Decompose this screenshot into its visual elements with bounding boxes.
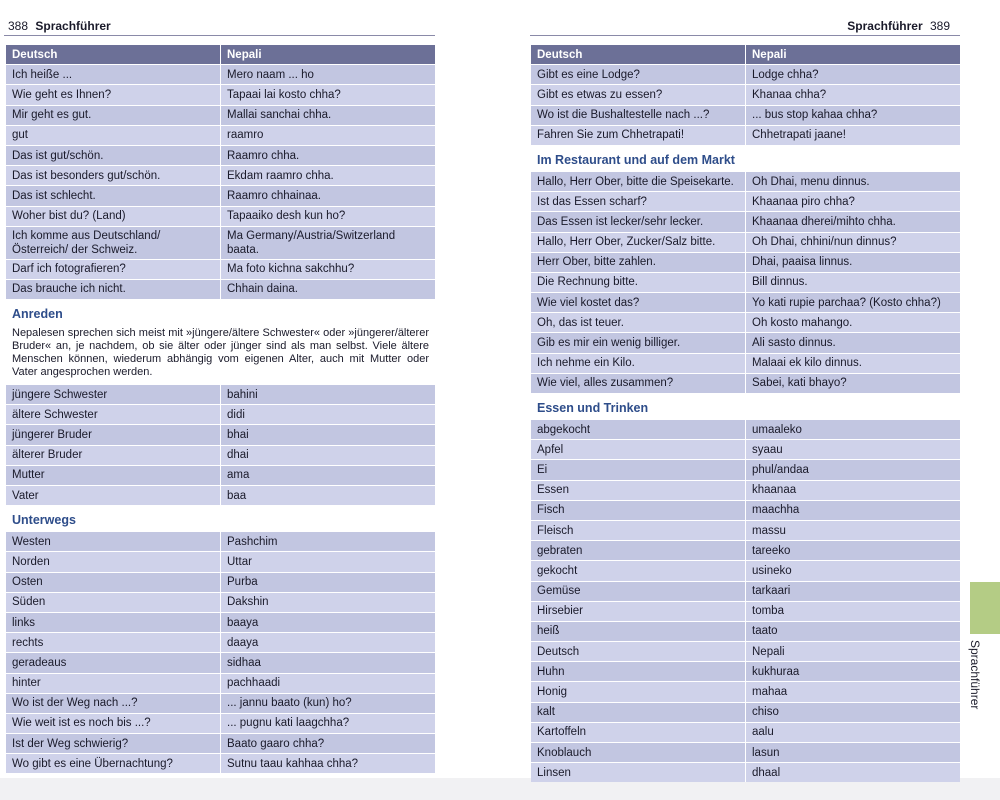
phrase-nepali: raamro xyxy=(221,126,435,145)
phrase-german: Herr Ober, bitte zahlen. xyxy=(531,253,746,272)
phrase-german: Hirsebier xyxy=(531,602,746,621)
phrase-nepali: dhai xyxy=(221,446,435,465)
phrase-nepali: dhaal xyxy=(746,763,960,782)
phrase-german: gekocht xyxy=(531,561,746,580)
phrase-german: Fleisch xyxy=(531,521,746,540)
table-row xyxy=(6,385,435,404)
phrase-nepali: Khaanaa dherei/mihto chha. xyxy=(746,212,960,231)
phrase-nepali: khaanaa xyxy=(746,481,960,500)
phrase-german: Vater xyxy=(6,486,221,505)
restaurant-table xyxy=(531,171,960,394)
phrase-nepali: Sabei, kati bhayo? xyxy=(746,374,960,393)
table-row xyxy=(6,573,435,592)
phrase-german: älterer Bruder xyxy=(6,446,221,465)
phrase-nepali: mahaa xyxy=(746,682,960,701)
phrase-nepali: tarkaari xyxy=(746,582,960,601)
table-row xyxy=(6,714,435,733)
table-row xyxy=(6,260,435,279)
phrase-nepali: Ali sasto dinnus. xyxy=(746,333,960,352)
table-header xyxy=(531,45,960,64)
table-row xyxy=(6,106,435,125)
table-row xyxy=(6,85,435,104)
phrase-nepali: baaya xyxy=(221,613,435,632)
side-label: Sprachführer xyxy=(968,640,982,710)
phrase-nepali: Mallai sanchai chha. xyxy=(221,106,435,125)
table-row xyxy=(531,440,960,459)
phrase-german: Osten xyxy=(6,573,221,592)
table-row xyxy=(6,425,435,444)
table-row xyxy=(531,233,960,252)
phrase-german: Wo ist die Bushaltestelle nach ...? xyxy=(531,106,746,125)
phrase-nepali: umaaleko xyxy=(746,420,960,439)
phrase-german: Wie viel kostet das? xyxy=(531,293,746,312)
col-header-deutsch: Deutsch xyxy=(531,45,746,64)
phrase-german: Gibt es eine Lodge? xyxy=(531,65,746,84)
page-header-left xyxy=(4,18,111,34)
phrase-nepali: ... pugnu kati laagchha? xyxy=(221,714,435,733)
page-number: 388 xyxy=(8,19,29,33)
left-column xyxy=(6,44,435,774)
phrase-german: Ei xyxy=(531,460,746,479)
phrase-nepali: Mero naam ... ho xyxy=(221,65,435,84)
table-row xyxy=(531,106,960,125)
phrase-german: Gemüse xyxy=(531,582,746,601)
phrase-german: Das Essen ist lecker/sehr lecker. xyxy=(531,212,746,231)
table-row xyxy=(531,313,960,332)
essen-table xyxy=(531,419,960,783)
table-row xyxy=(531,582,960,601)
phrase-german: Ich heiße ... xyxy=(6,65,221,84)
phrase-german: Das brauche ich nicht. xyxy=(6,280,221,299)
table-row xyxy=(531,723,960,742)
phrase-nepali: Dhai, paaisa linnus. xyxy=(746,253,960,272)
table-row xyxy=(6,754,435,773)
phrase-nepali: Raamro chha. xyxy=(221,146,435,165)
phrase-nepali: usineko xyxy=(746,561,960,580)
table-row xyxy=(6,186,435,205)
table-row xyxy=(531,192,960,211)
phrase-german: Mir geht es gut. xyxy=(6,106,221,125)
table-row xyxy=(531,374,960,393)
phrase-german: gebraten xyxy=(531,541,746,560)
table-row xyxy=(6,280,435,299)
phrase-nepali: Nepali xyxy=(746,642,960,661)
phrase-nepali: taato xyxy=(746,622,960,641)
table-row xyxy=(531,172,960,191)
phrase-german: links xyxy=(6,613,221,632)
phrase-german: Das ist schlecht. xyxy=(6,186,221,205)
phrase-german: Ich nehme ein Kilo. xyxy=(531,354,746,373)
phrase-nepali: Ekdam raamro chha. xyxy=(221,166,435,185)
table-row xyxy=(531,126,960,145)
table-row xyxy=(6,674,435,693)
table-row xyxy=(531,354,960,373)
phrase-nepali: pachhaadi xyxy=(221,674,435,693)
table-row xyxy=(531,420,960,439)
phrase-german: kalt xyxy=(531,703,746,722)
phrase-nepali: Purba xyxy=(221,573,435,592)
section-title-essen: Essen und Trinken xyxy=(537,401,649,415)
table-row xyxy=(6,146,435,165)
table-row xyxy=(531,541,960,560)
phrase-german: Huhn xyxy=(531,662,746,681)
phrase-nepali: syaau xyxy=(746,440,960,459)
phrase-nepali: Oh Dhai, chhini/nun dinnus? xyxy=(746,233,960,252)
right-column xyxy=(531,44,960,783)
section-title-unterwegs: Unterwegs xyxy=(12,513,76,528)
phrase-nepali: Baato gaaro chha? xyxy=(221,734,435,753)
phrase-nepali: Bill dinnus. xyxy=(746,273,960,292)
phrase-german: Hallo, Herr Ober, Zucker/Salz bitte. xyxy=(531,233,746,252)
phrase-nepali: Dakshin xyxy=(221,593,435,612)
phrase-german: jüngerer Bruder xyxy=(6,425,221,444)
phrase-german: rechts xyxy=(6,633,221,652)
table-row xyxy=(531,662,960,681)
table-row xyxy=(531,602,960,621)
phrase-nepali: daaya xyxy=(221,633,435,652)
table-row xyxy=(6,694,435,713)
table-row xyxy=(531,703,960,722)
phrase-german: Norden xyxy=(6,552,221,571)
table-row xyxy=(6,207,435,226)
table-row xyxy=(6,446,435,465)
page-title: Sprachführer xyxy=(847,19,923,33)
phrase-german: Apfel xyxy=(531,440,746,459)
table-row xyxy=(531,65,960,84)
table-row xyxy=(531,293,960,312)
phrase-nepali: sidhaa xyxy=(221,653,435,672)
table-row xyxy=(6,593,435,612)
table-row xyxy=(531,642,960,661)
phrase-nepali: phul/andaa xyxy=(746,460,960,479)
phrase-nepali: kukhuraa xyxy=(746,662,960,681)
phrase-nepali: Uttar xyxy=(221,552,435,571)
header-rule xyxy=(530,35,960,36)
col-header-nepali: Nepali xyxy=(746,45,960,64)
table-row xyxy=(531,85,960,104)
phrase-nepali: chiso xyxy=(746,703,960,722)
phrase-german: Wie viel, alles zusammen? xyxy=(531,374,746,393)
phrase-german: gut xyxy=(6,126,221,145)
phrase-nepali: tomba xyxy=(746,602,960,621)
phrase-nepali: Yo kati rupie parchaa? (Kosto chha?) xyxy=(746,293,960,312)
anreden-note: Nepalesen sprechen sich meist mit »jüngere/ältere Schwester« oder »jüngerer/älterer Bruder« an, je nachdem, ob sie älter oder jünger sind als man selbst. Viele ältere Menschen können, wiederum abhängig vom eigenen Alter, auch mit Mutter oder Vater angesprochen werden. xyxy=(12,327,429,379)
page-title: Sprachführer xyxy=(35,19,111,33)
phrase-table xyxy=(531,44,960,146)
phrase-german: Mutter xyxy=(6,466,221,485)
phrase-nepali: Lodge chha? xyxy=(746,65,960,84)
phrase-nepali: bahini xyxy=(221,385,435,404)
phrase-nepali: baa xyxy=(221,486,435,505)
phrase-nepali: bhai xyxy=(221,425,435,444)
phrase-nepali: Sutnu taau kahhaa chha? xyxy=(221,754,435,773)
phrase-nepali: Ma foto kichna sakchhu? xyxy=(221,260,435,279)
phrase-german: Gibt es etwas zu essen? xyxy=(531,85,746,104)
phrase-german: Essen xyxy=(531,481,746,500)
phrase-nepali: Khanaa chha? xyxy=(746,85,960,104)
phrase-nepali: ama xyxy=(221,466,435,485)
table-row xyxy=(531,561,960,580)
table-row xyxy=(6,532,435,551)
table-row xyxy=(6,734,435,753)
phrase-nepali: Oh kosto mahango. xyxy=(746,313,960,332)
table-row xyxy=(6,166,435,185)
phrase-german: Westen xyxy=(6,532,221,551)
phrase-german: Ist das Essen scharf? xyxy=(531,192,746,211)
phrase-nepali: aalu xyxy=(746,723,960,742)
table-header xyxy=(6,45,435,64)
phrase-german: Linsen xyxy=(531,763,746,782)
table-row xyxy=(531,333,960,352)
phrase-german: Honig xyxy=(531,682,746,701)
phrase-german: Fahren Sie zum Chhetrapati! xyxy=(531,126,746,145)
phrase-german: Kartoffeln xyxy=(531,723,746,742)
phrase-german: Wo gibt es eine Übernachtung? xyxy=(6,754,221,773)
table-row xyxy=(531,622,960,641)
table-row xyxy=(6,126,435,145)
phrase-nepali: Chhain daina. xyxy=(221,280,435,299)
phrase-german: hinter xyxy=(6,674,221,693)
table-row xyxy=(6,227,435,259)
phrase-nepali: ... jannu baato (kun) ho? xyxy=(221,694,435,713)
phrase-nepali: Tapaai lai kosto chha? xyxy=(221,85,435,104)
table-row xyxy=(6,552,435,571)
chapter-tab[interactable] xyxy=(970,582,1000,634)
table-row xyxy=(531,763,960,782)
phrase-german: abgekocht xyxy=(531,420,746,439)
table-row xyxy=(531,682,960,701)
phrase-nepali: Raamro chhainaa. xyxy=(221,186,435,205)
phrase-german: Die Rechnung bitte. xyxy=(531,273,746,292)
phrase-german: Woher bist du? (Land) xyxy=(6,207,221,226)
table-row xyxy=(6,613,435,632)
table-row xyxy=(531,481,960,500)
phrase-german: Süden xyxy=(6,593,221,612)
phrase-nepali: Oh Dhai, menu dinnus. xyxy=(746,172,960,191)
phrase-nepali: maachha xyxy=(746,501,960,520)
phrase-german: Hallo, Herr Ober, bitte die Speisekarte. xyxy=(531,172,746,191)
phrase-german: Das ist gut/schön. xyxy=(6,146,221,165)
phrase-german: Wo ist der Weg nach ...? xyxy=(6,694,221,713)
phrase-nepali: massu xyxy=(746,521,960,540)
phrase-german: Ist der Weg schwierig? xyxy=(6,734,221,753)
phrase-nepali: Ma Germany/Austria/Switzerland baata. xyxy=(221,227,435,259)
phrase-german: Knoblauch xyxy=(531,743,746,762)
page-number: 389 xyxy=(929,19,950,33)
table-row xyxy=(6,65,435,84)
header-rule xyxy=(4,35,435,36)
table-row xyxy=(6,466,435,485)
phrase-german: geradeaus xyxy=(6,653,221,672)
table-row xyxy=(531,212,960,231)
phrase-german: Das ist besonders gut/schön. xyxy=(6,166,221,185)
page-header-right xyxy=(847,18,954,34)
table-row xyxy=(531,521,960,540)
phrase-german: jüngere Schwester xyxy=(6,385,221,404)
phrase-nepali: Tapaaiko desh kun ho? xyxy=(221,207,435,226)
col-header-deutsch: Deutsch xyxy=(6,45,221,64)
section-title-restaurant: Im Restaurant und auf dem Markt xyxy=(537,152,735,167)
phrase-nepali: tareeko xyxy=(746,541,960,560)
phrase-nepali: didi xyxy=(221,405,435,424)
table-row xyxy=(531,253,960,272)
section-title-anreden: Anreden xyxy=(12,307,63,322)
phrase-nepali: Malaai ek kilo dinnus. xyxy=(746,354,960,373)
table-row xyxy=(531,501,960,520)
left-page xyxy=(0,0,485,778)
phrase-nepali: Chhetrapati jaane! xyxy=(746,126,960,145)
table-row xyxy=(6,633,435,652)
table-row xyxy=(531,273,960,292)
anreden-table xyxy=(6,384,435,506)
table-row xyxy=(6,405,435,424)
phrase-table xyxy=(6,44,435,300)
table-row xyxy=(531,460,960,479)
phrase-nepali: lasun xyxy=(746,743,960,762)
phrase-nepali: Khaanaa piro chha? xyxy=(746,192,960,211)
phrase-german: Ich komme aus Deutschland/Österreich/ der Schweiz. xyxy=(6,227,221,259)
table-row xyxy=(6,653,435,672)
phrase-german: Oh, das ist teuer. xyxy=(531,313,746,332)
phrase-german: Gib es mir ein wenig billiger. xyxy=(531,333,746,352)
table-row xyxy=(531,743,960,762)
right-page xyxy=(485,0,1000,778)
phrase-nepali: ... bus stop kahaa chha? xyxy=(746,106,960,125)
unterwegs-table xyxy=(6,531,435,774)
phrase-german: Deutsch xyxy=(531,642,746,661)
phrase-german: Darf ich fotografieren? xyxy=(6,260,221,279)
phrase-german: heiß xyxy=(531,622,746,641)
phrase-german: ältere Schwester xyxy=(6,405,221,424)
table-row xyxy=(6,486,435,505)
phrase-german: Wie geht es Ihnen? xyxy=(6,85,221,104)
phrase-german: Wie weit ist es noch bis ...? xyxy=(6,714,221,733)
phrase-nepali: Pashchim xyxy=(221,532,435,551)
phrase-german: Fisch xyxy=(531,501,746,520)
col-header-nepali: Nepali xyxy=(221,45,435,64)
